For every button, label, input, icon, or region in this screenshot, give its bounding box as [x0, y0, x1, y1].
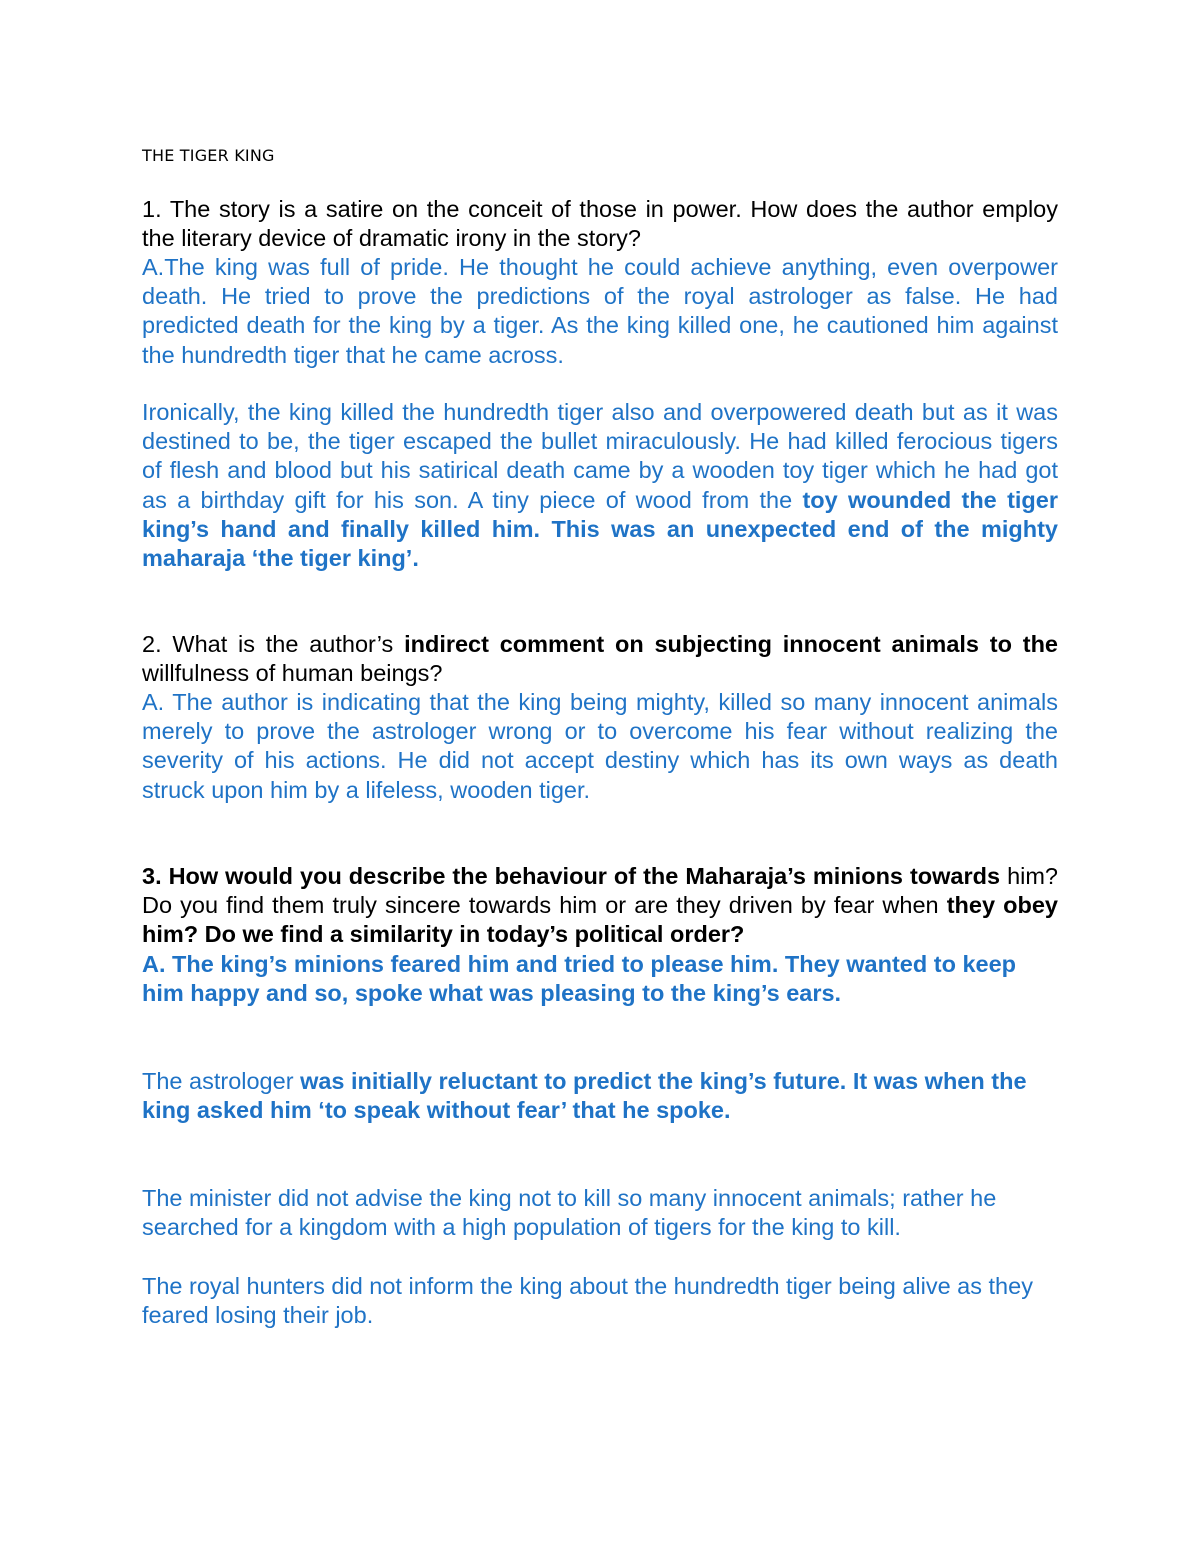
question-3 — [142, 862, 1058, 950]
answer-3: A. The king’s minions feared him and tried to please him. They wanted to keep him happy and so, spoke what was pleasing to the king’s ears. — [142, 951, 1017, 1007]
question-3-bold-2: they obey him? Do we find a similarity in today’s political order? — [142, 892, 1058, 948]
question-2-bold: indirect comment on subjecting innocent animals to the — [404, 631, 1058, 657]
answer-1-paragraph-2-regular: Ironically, the king killed the hundredth tiger also and overpowered death but as it was destined to be, the tiger escaped the bullet miraculously. He had killed ferocious tigers of flesh and blood but his satirical death came by a wooden toy tiger which he had got as a birthday gift for his son. A tiny piece of wood from the — [142, 399, 1058, 513]
document-title: THE TIGER KING — [142, 146, 275, 165]
answer-3-astrologer-regular: The astrologer — [142, 1068, 294, 1094]
answer-3-astrologer — [142, 1067, 1052, 1125]
answer-3-minister: The minister did not advise the king not to kill so many innocent animals; rather he searched for a kingdom with a high population of tigers for the king to kill. — [142, 1185, 997, 1241]
question-2-tail: willfulness of human beings? — [142, 660, 443, 687]
question-3-regular: him? Do you find them truly sincere towards him or are they driven by fear when — [142, 863, 1058, 919]
answer-3-astrologer-bold: was initially reluctant to predict the king’s future. It was when the king asked him ‘to speak without fear’ that he spoke. — [142, 1068, 1027, 1124]
answer-3-hunters: The royal hunters did not inform the king about the hundredth tiger being alive as they feared losing their job. — [142, 1273, 1033, 1329]
question-2-regular: 2. What is the author’s — [142, 631, 394, 657]
answer-2: A. The author is indicating that the king being mighty, killed so many innocent animals merely to prove the astrologer wrong or to overcome his fear without realizing the severity of his actions. He did not accept destiny which has its own ways as death struck upon him by a lifeless, wooden tiger. — [142, 689, 1058, 803]
question-1: 1. The story is a satire on the conceit of those in power. How does the author employ the literary device of dramatic irony in the story? — [142, 196, 1058, 252]
answer-1-paragraph-2-bold: toy wounded the tiger king’s hand and finally killed him. This was an unexpected end of the mighty maharaja ‘the tiger king’. — [142, 486, 1058, 572]
question-3-bold: 3. How would you describe the behaviour of the Maharaja’s minions towards — [142, 863, 1001, 889]
answer-1-paragraph-2 — [142, 398, 1058, 573]
answer-1-paragraph-1: A.The king was full of pride. He thought he could achieve anything, even overpower death. He tried to prove the predictions of the royal astrologer as false. He had predicted death for the king by a tiger. As the king killed one, he cautioned him against the hundredth tiger that he came across. — [142, 254, 1058, 368]
question-2 — [142, 630, 1058, 688]
